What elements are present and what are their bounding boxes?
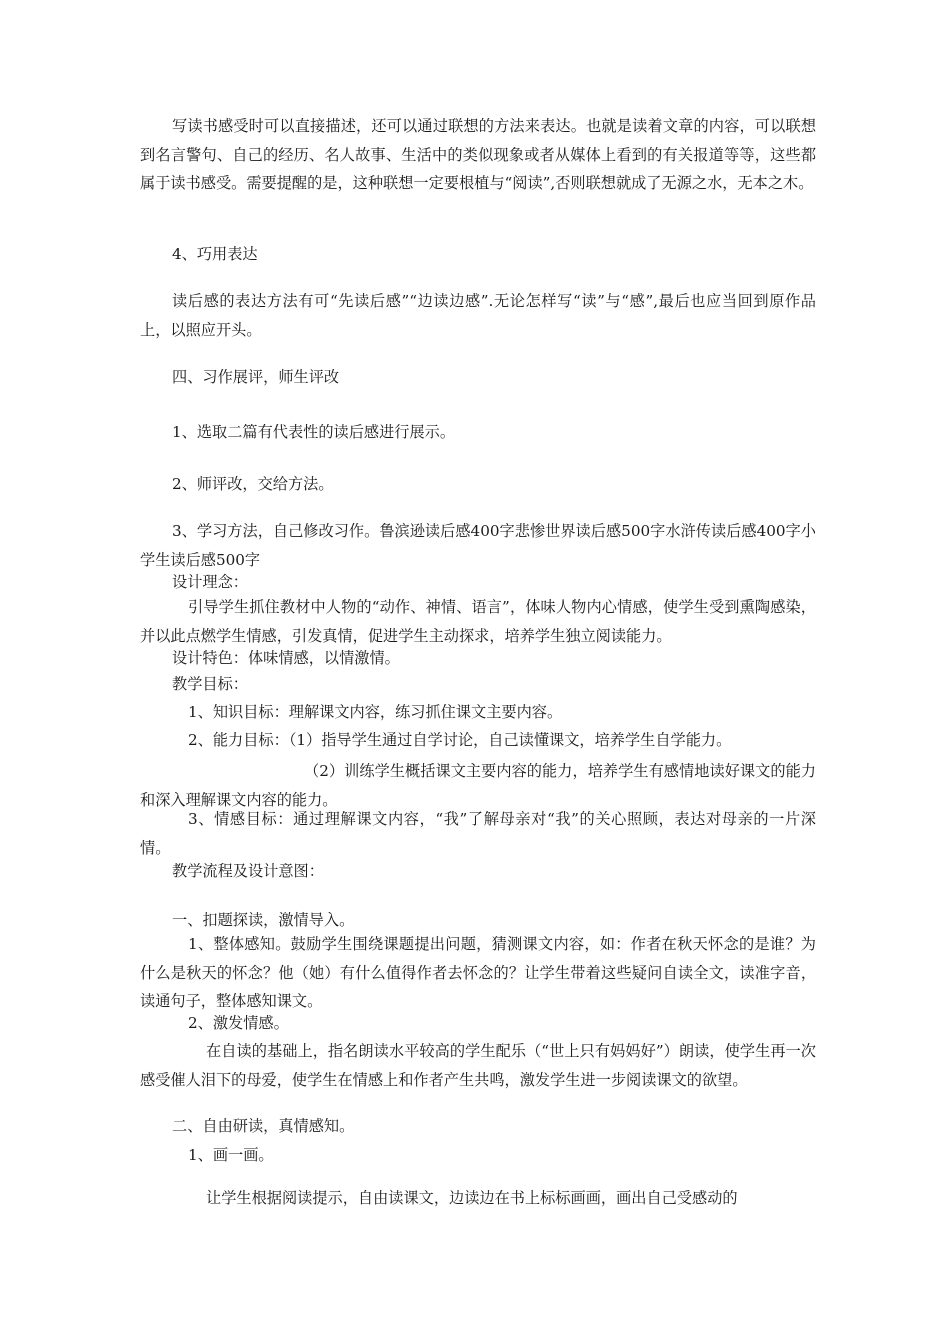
list-item-teacher-review: 2、师评改，交给方法。 <box>172 475 334 493</box>
heading-section-two: 二、自由研读，真情感知。 <box>172 1117 355 1135</box>
heading-teaching-process: 教学流程及设计意图： <box>172 862 324 880</box>
heading-section-one: 一、扣题探读，激情导入。 <box>172 911 355 929</box>
goal-ability-2: （2）训练学生概括课文主要内容的能力，培养学生有感情地读好课文的能力和深入理解课文内容的能力。 <box>140 762 816 809</box>
heading-stimulate-emotion: 2、激发情感。 <box>188 1014 289 1032</box>
goal-emotion: 3、情感目标：通过理解课文内容，“我”了解母亲对“我”的关心照顾，表达对母亲的一片深情。 <box>140 810 816 857</box>
heading-clever-expression: 4、巧用表达 <box>172 245 258 263</box>
goal-ability-1: 2、能力目标：（1）指导学生通过自学讨论，自己读懂课文，培养学生自学能力。 <box>188 731 732 749</box>
list-item-self-revise: 3、学习方法，自己修改习作。鲁滨逊读后感400字悲惨世界读后感500字水浒传读后感400字小学生读后感500字 <box>140 522 816 569</box>
paragraph-reading-association: 写读书感受时可以直接描述，还可以通过联想的方法来表达。也就是读着文章的内容，可以联想到名言警句、自己的经历、名人故事、生活中的类似现象或者从媒体上看到的有关报道等等，这些都属于读书感受。需要提醒的是，这种联想一定要根植与“阅读”,否则联想就成了无源之水，无本之木。 <box>140 117 816 192</box>
paragraph-design-feature: 设计特色：体味情感，以情激情。 <box>172 649 400 667</box>
heading-teaching-goals: 教学目标： <box>172 675 248 693</box>
list-item-show-essays: 1、选取二篇有代表性的读后感进行展示。 <box>172 423 456 441</box>
paragraph-overall-perception: 1、整体感知。鼓励学生围绕课题提出问题，猜测课文内容，如：作者在秋天怀念的是谁？为什么是秋天的怀念？他（她）有什么值得作者去怀念的？让学生带着这些疑问自读全文，读准字音，读通句子，整体感知课文。 <box>140 935 816 1010</box>
paragraph-design-concept: 引导学生抓住教材中人物的“动作、神情、语言”，体味人物内心情感，使学生受到熏陶感染，并以此点燃学生情感，引发真情，促进学生主动探求，培养学生独立阅读能力。 <box>140 598 816 645</box>
heading-design-concept: 设计理念： <box>172 573 248 591</box>
paragraph-read-aloud: 在自读的基础上，指名朗读水平较高的学生配乐（“世上只有妈妈好”）朗读，使学生再一次感受催人泪下的母爱，使学生在情感上和作者产生共鸣，激发学生进一步阅读课文的欲望。 <box>140 1042 816 1089</box>
heading-draw: 1、画一画。 <box>188 1146 274 1164</box>
paragraph-mark-text: 让学生根据阅读提示，自由读课文，边读边在书上标标画画，画出自己受感动的 <box>206 1189 738 1207</box>
heading-section-four: 四、习作展评，师生评改 <box>172 368 340 386</box>
paragraph-expression-methods: 读后感的表达方法有可“先读后感”“边读边感”.无论怎样写“读”与“感”,最后也应当回到原作品上，以照应开头。 <box>140 292 816 339</box>
goal-knowledge: 1、知识目标：理解课文内容，练习抓住课文主要内容。 <box>188 703 563 721</box>
